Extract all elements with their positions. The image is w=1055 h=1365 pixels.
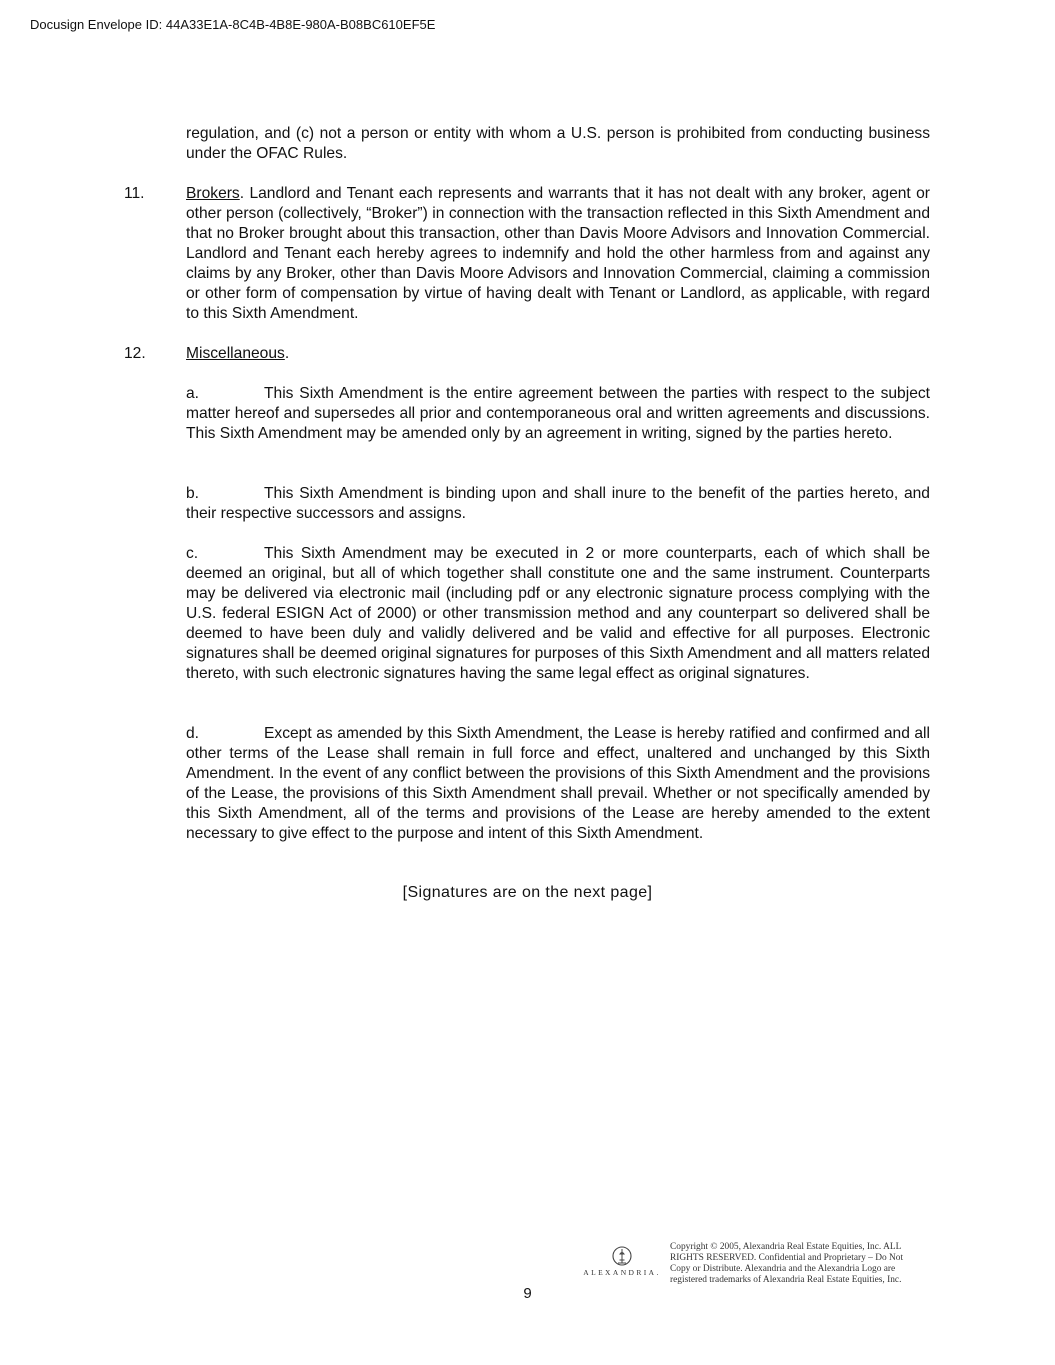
- section-11-heading: Brokers: [186, 185, 240, 202]
- subsection-a: [186, 384, 930, 444]
- section-11-paragraph: [186, 184, 930, 324]
- copyright-notice: Copyright © 2005, Alexandria Real Estate Equities, Inc. ALL RIGHTS RESERVED. Confidential and Proprietary – Do Not Copy or Distribute. Alexandria and the Alexandria Logo are registered trademarks of Alexandria Real Estate Equities, Inc.: [670, 1242, 904, 1285]
- subsection-d-letter: d.: [186, 725, 200, 742]
- subsection-c-text: This Sixth Amendment may be executed in 2 or more counterparts, each of which shall be deemed an original, but all of which together shall constitute one and the same instrument. Counterparts may be delivered via electronic mail (including pdf or any electronic signature process complying with the U.S. federal ESIGN Act of 2000) or other transmission method and any counterpart so delivered shall be deemed to have been duly and validly delivered and be valid and effective for all purposes. Electronic signatures shall be deemed original signatures for purposes of this Sixth Amendment and all matters related thereto, with such electronic signatures having the same legal effect as original signatures.: [186, 545, 930, 682]
- subsection-a-letter: a.: [186, 385, 200, 402]
- page-number: 9: [523, 1285, 532, 1302]
- intro-paragraph: regulation, and (c) not a person or entity with whom a U.S. person is prohibited from conducting business under the OFAC Rules.: [186, 125, 930, 162]
- envelope-id: Docusign Envelope ID: 44A33E1A-8C4B-4B8E-980A-B08BC610EF5E: [30, 17, 436, 32]
- subsection-b-letter: b.: [186, 485, 200, 502]
- subsection-d: [186, 724, 930, 844]
- subsection-b: [186, 484, 930, 524]
- section-12-number: 12.: [124, 345, 146, 362]
- subsection-c-letter: c.: [186, 545, 199, 562]
- section-11-body: . Landlord and Tenant each represents and warrants that it has not dealt with any broker, agent or other person (collectively, “Broker”) in connection with the transaction reflected in this Sixth Amendment and that no Broker brought about this transaction, other than Davis Moore Advisors and Innovation Commercial. Landlord and Tenant each hereby agrees to indemnify and hold the other harmless from and against any claims by any Broker, other than Davis Moore Advisors and Innovation Commercial, claiming a commission or other form of compensation by virtue of having dealt with Tenant or Landlord, as applicable, with regard to this Sixth Amendment.: [186, 185, 930, 322]
- section-12-heading: Miscellaneous: [186, 345, 285, 362]
- signature-note: [Signatures are on the next page]: [402, 884, 653, 901]
- alexandria-logo: [580, 1246, 664, 1280]
- logo-text: ALEXANDRIA.: [583, 1268, 661, 1277]
- subsection-c: [186, 544, 930, 684]
- subsection-a-text: This Sixth Amendment is the entire agreement between the parties with respect to the subject matter hereof and supersedes all prior and contemporaneous oral and written agreements and discussions. This Sixth Amendment may be amended only by an agreement in writing, signed by the parties hereto.: [186, 385, 930, 442]
- section-11-number: 11.: [124, 185, 145, 202]
- section-12-heading-suffix: .: [284, 345, 290, 362]
- subsection-b-text: This Sixth Amendment is binding upon and shall inure to the benefit of the parties hereto, and their respective successors and assigns.: [186, 485, 930, 522]
- subsection-d-text: Except as amended by this Sixth Amendment, the Lease is hereby ratified and confirmed and all other terms of the Lease shall remain in full force and effect, unaltered and unchanged by this Sixth Amendment. In the event of any conflict between the provisions of this Sixth Amendment and the provisions of the Lease, the provisions of this Sixth Amendment shall prevail. Whether or not specifically amended by this Sixth Amendment, all of the terms and provisions of the Lease are hereby amended to the extent necessary to give effect to the purpose and intent of this Sixth Amendment.: [186, 725, 930, 842]
- alexandria-logo-icon: [580, 1246, 664, 1268]
- section-12-heading-line: [186, 344, 930, 364]
